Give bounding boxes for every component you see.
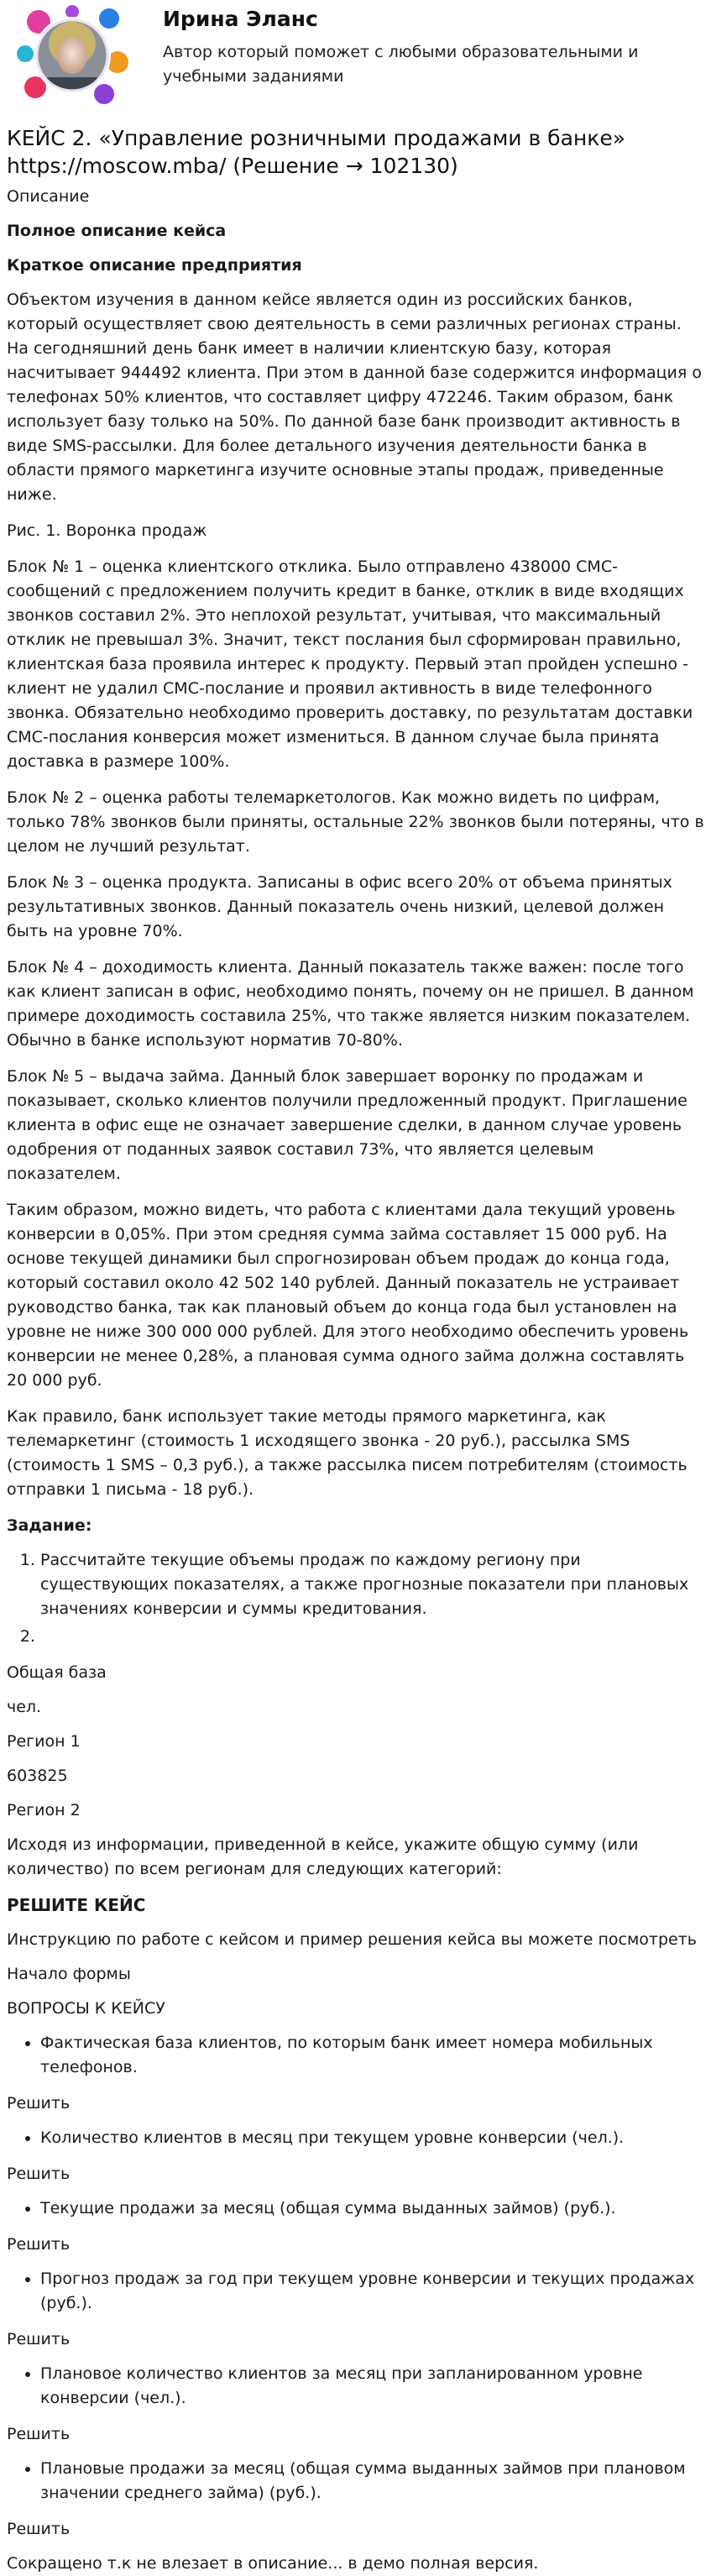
author-name: Ирина Эланс — [163, 7, 318, 31]
question-list-1 — [7, 2031, 704, 2080]
question-list-4 — [7, 2267, 704, 2316]
solve-heading: РЕШИТЕ КЕЙС — [7, 1895, 146, 1915]
task-item-empty — [40, 1625, 704, 1649]
solve-link[interactable]: Решить — [7, 2165, 71, 2183]
questions-label: ВОПРОСЫ К КЕЙСУ — [7, 1999, 165, 2018]
question-list-6 — [7, 2457, 704, 2505]
author-description: Автор который поможет с любыми образовательными и учебными заданиями — [163, 43, 639, 86]
instruction-link-text[interactable]: Инструкцию по работе с кейсом и пример решения кейса вы можете посмотреть — [7, 1930, 698, 1949]
paragraph-block-5: Блок № 5 – выдача займа. Данный блок завершает воронку по продажам и показывает, сколько клиентов получили предложенный продукт. Приглашение клиента в офис еще не означает завершение сделки, в данном случае уровень одобрения от поданных заявок составил 73%, что является целевым показателем. — [7, 1067, 687, 1183]
paragraph-block-3: Блок № 3 – оценка продукта. Записаны в офис всего 20% от объема принятых результативных звонков. Данный показатель очень низкий, целевой должен быть на уровне 70%. — [7, 873, 672, 940]
solve-link[interactable]: Решить — [7, 2520, 71, 2538]
question-item: • Плановое количество клиентов за месяц при запланированном уровне конверсии (чел.). — [40, 2362, 704, 2411]
question-list-3 — [7, 2196, 704, 2221]
question-item: • Текущие продажи за месяц (общая сумма выданных займов) (руб.). — [40, 2196, 704, 2221]
solve-link[interactable]: Решить — [7, 2235, 71, 2254]
paragraph-conclusion: Таким образом, можно видеть, что работа с клиентами дала текущий уровень конверсии в 0,05%. При этом средняя сумма займа составляет 15 000 руб. На основе текущей динамики был спрогнозирован объем продаж до конца года, который составил около 42 502 140 рублей. Данный показатель не устраивает руководство банка, так как плановый объем до конца года был установлен на уровне не ниже 300 000 000 рублей. Для этого необходимо обеспечить уровень конверсии не менее 0,28%, а плановая сумма одного займа должна составлять 20 000 руб. — [7, 1201, 689, 1390]
paragraph-block-4: Блок № 4 – доходимость клиента. Данный показатель также важен: после того как клиент записан в офис, необходимо понять, почему он не пришел. В данном примере доходимость составила 25%, что также является низким показателем. Обычно в банке используют норматив 70-80%. — [7, 958, 694, 1050]
short-line-region-1: Регион 1 — [7, 1732, 81, 1751]
short-line-region-2: Регион 2 — [7, 1801, 81, 1819]
task-label: Задание: — [7, 1516, 92, 1535]
task-item: 1. Рассчитайте текущие объемы продаж по каждому региону при существующих показателях, а также прогнозные показатели при плановых значениях конверсии и суммы кредитования. — [40, 1548, 704, 1621]
author-block — [7, 0, 704, 109]
instruction-text: Исходя из информации, приведенной в кейсе, укажите общую сумму (или количество) по всем регионам для следующих категорий: — [7, 1835, 639, 1878]
paragraph-block-1: Блок № 1 – оценка клиентского отклика. Было отправлено 438000 СМС-сообщений с предложением получить кредит в банке, отклик в виде входящих звонков составил 2%. Это неплохой результат, учитывая, что максимальный отклик не превышал 3%. Значит, текст послания был сформирован правильно, клиентская база проявила интерес к продукту. Первый этап пройден успешно - клиент не удалил СМС-послание и проявил активность в виде телефонного звонка. Обязательно необходимо проверить доставку, по результатам доставки СМС-послания конверсия может измениться. В данном случае была принята доставка в размере 100%. — [7, 558, 693, 771]
question-item: • Количество клиентов в месяц при текущем уровне конверсии (чел.). — [40, 2126, 704, 2150]
company-brief-label: Краткое описание предприятия — [7, 256, 302, 275]
figure-caption: Рис. 1. Воронка продаж — [7, 521, 207, 540]
solve-link[interactable]: Решить — [7, 2330, 71, 2348]
form-start: Начало формы — [7, 1965, 131, 1983]
question-item: • Фактическая база клиентов, по которым банк имеет номера мобильных телефонов. — [40, 2031, 704, 2080]
short-line-value: 603825 — [7, 1767, 68, 1785]
question-list-5 — [7, 2362, 704, 2411]
short-line-total-base: Общая база — [7, 1663, 107, 1682]
question-list-2 — [7, 2126, 704, 2150]
footer-note: Сокращено т.к не влезает в описание... в демо полная версия. — [7, 2554, 539, 2573]
case-title: КЕЙС 2. «Управление розничными продажами в банке» https://moscow.mba/ (Решение → 102130) — [7, 126, 626, 178]
author-avatar — [10, 3, 134, 106]
description-label: Описание — [7, 187, 90, 206]
question-item: • Плановые продажи за месяц (общая сумма выданных займов при плановом значении среднего займа) (руб.). — [40, 2457, 704, 2505]
question-item: • Прогноз продаж за год при текущем уровне конверсии и текущих продажах (руб.). — [40, 2267, 704, 2316]
full-description-label: Полное описание кейса — [7, 222, 227, 240]
paragraph-block-2: Блок № 2 – оценка работы телемаркетологов. Как можно видеть по цифрам, только 78% звонков были приняты, остальные 22% звонков были потеряны, что в целом не лучший результат. — [7, 788, 704, 856]
solve-link[interactable]: Решить — [7, 2094, 71, 2113]
paragraph-marketing: Как правило, банк использует такие методы прямого маркетинга, как телемаркетинг (стоимость 1 исходящего звонка - 20 руб.), рассылка SMS (стоимость 1 SMS – 0,3 руб.), а также рассылка писем потребителям (стоимость отправки 1 письма - 18 руб.). — [7, 1407, 687, 1499]
short-line-unit: чел. — [7, 1698, 42, 1716]
paragraph-intro: Объектом изучения в данном кейсе является один из российских банков, который осуществляет свою деятельность в семи различных регионах страны. На сегодняшний день банк имеет в наличии клиентскую базу, которая насчитывает 944492 клиента. При этом в данной базе содержится информация о телефонах 50% клиентов, что составляет цифру 472246. Таким образом, банк использует базу только на 50%. По данной базе банк производит активность в виде SMS-рассылки. Для более детального изучения деятельности банка в области прямого маркетинга изучите основные этапы продаж, приведенные ниже. — [7, 291, 702, 504]
solve-link[interactable]: Решить — [7, 2425, 71, 2443]
task-list — [7, 1548, 704, 1649]
